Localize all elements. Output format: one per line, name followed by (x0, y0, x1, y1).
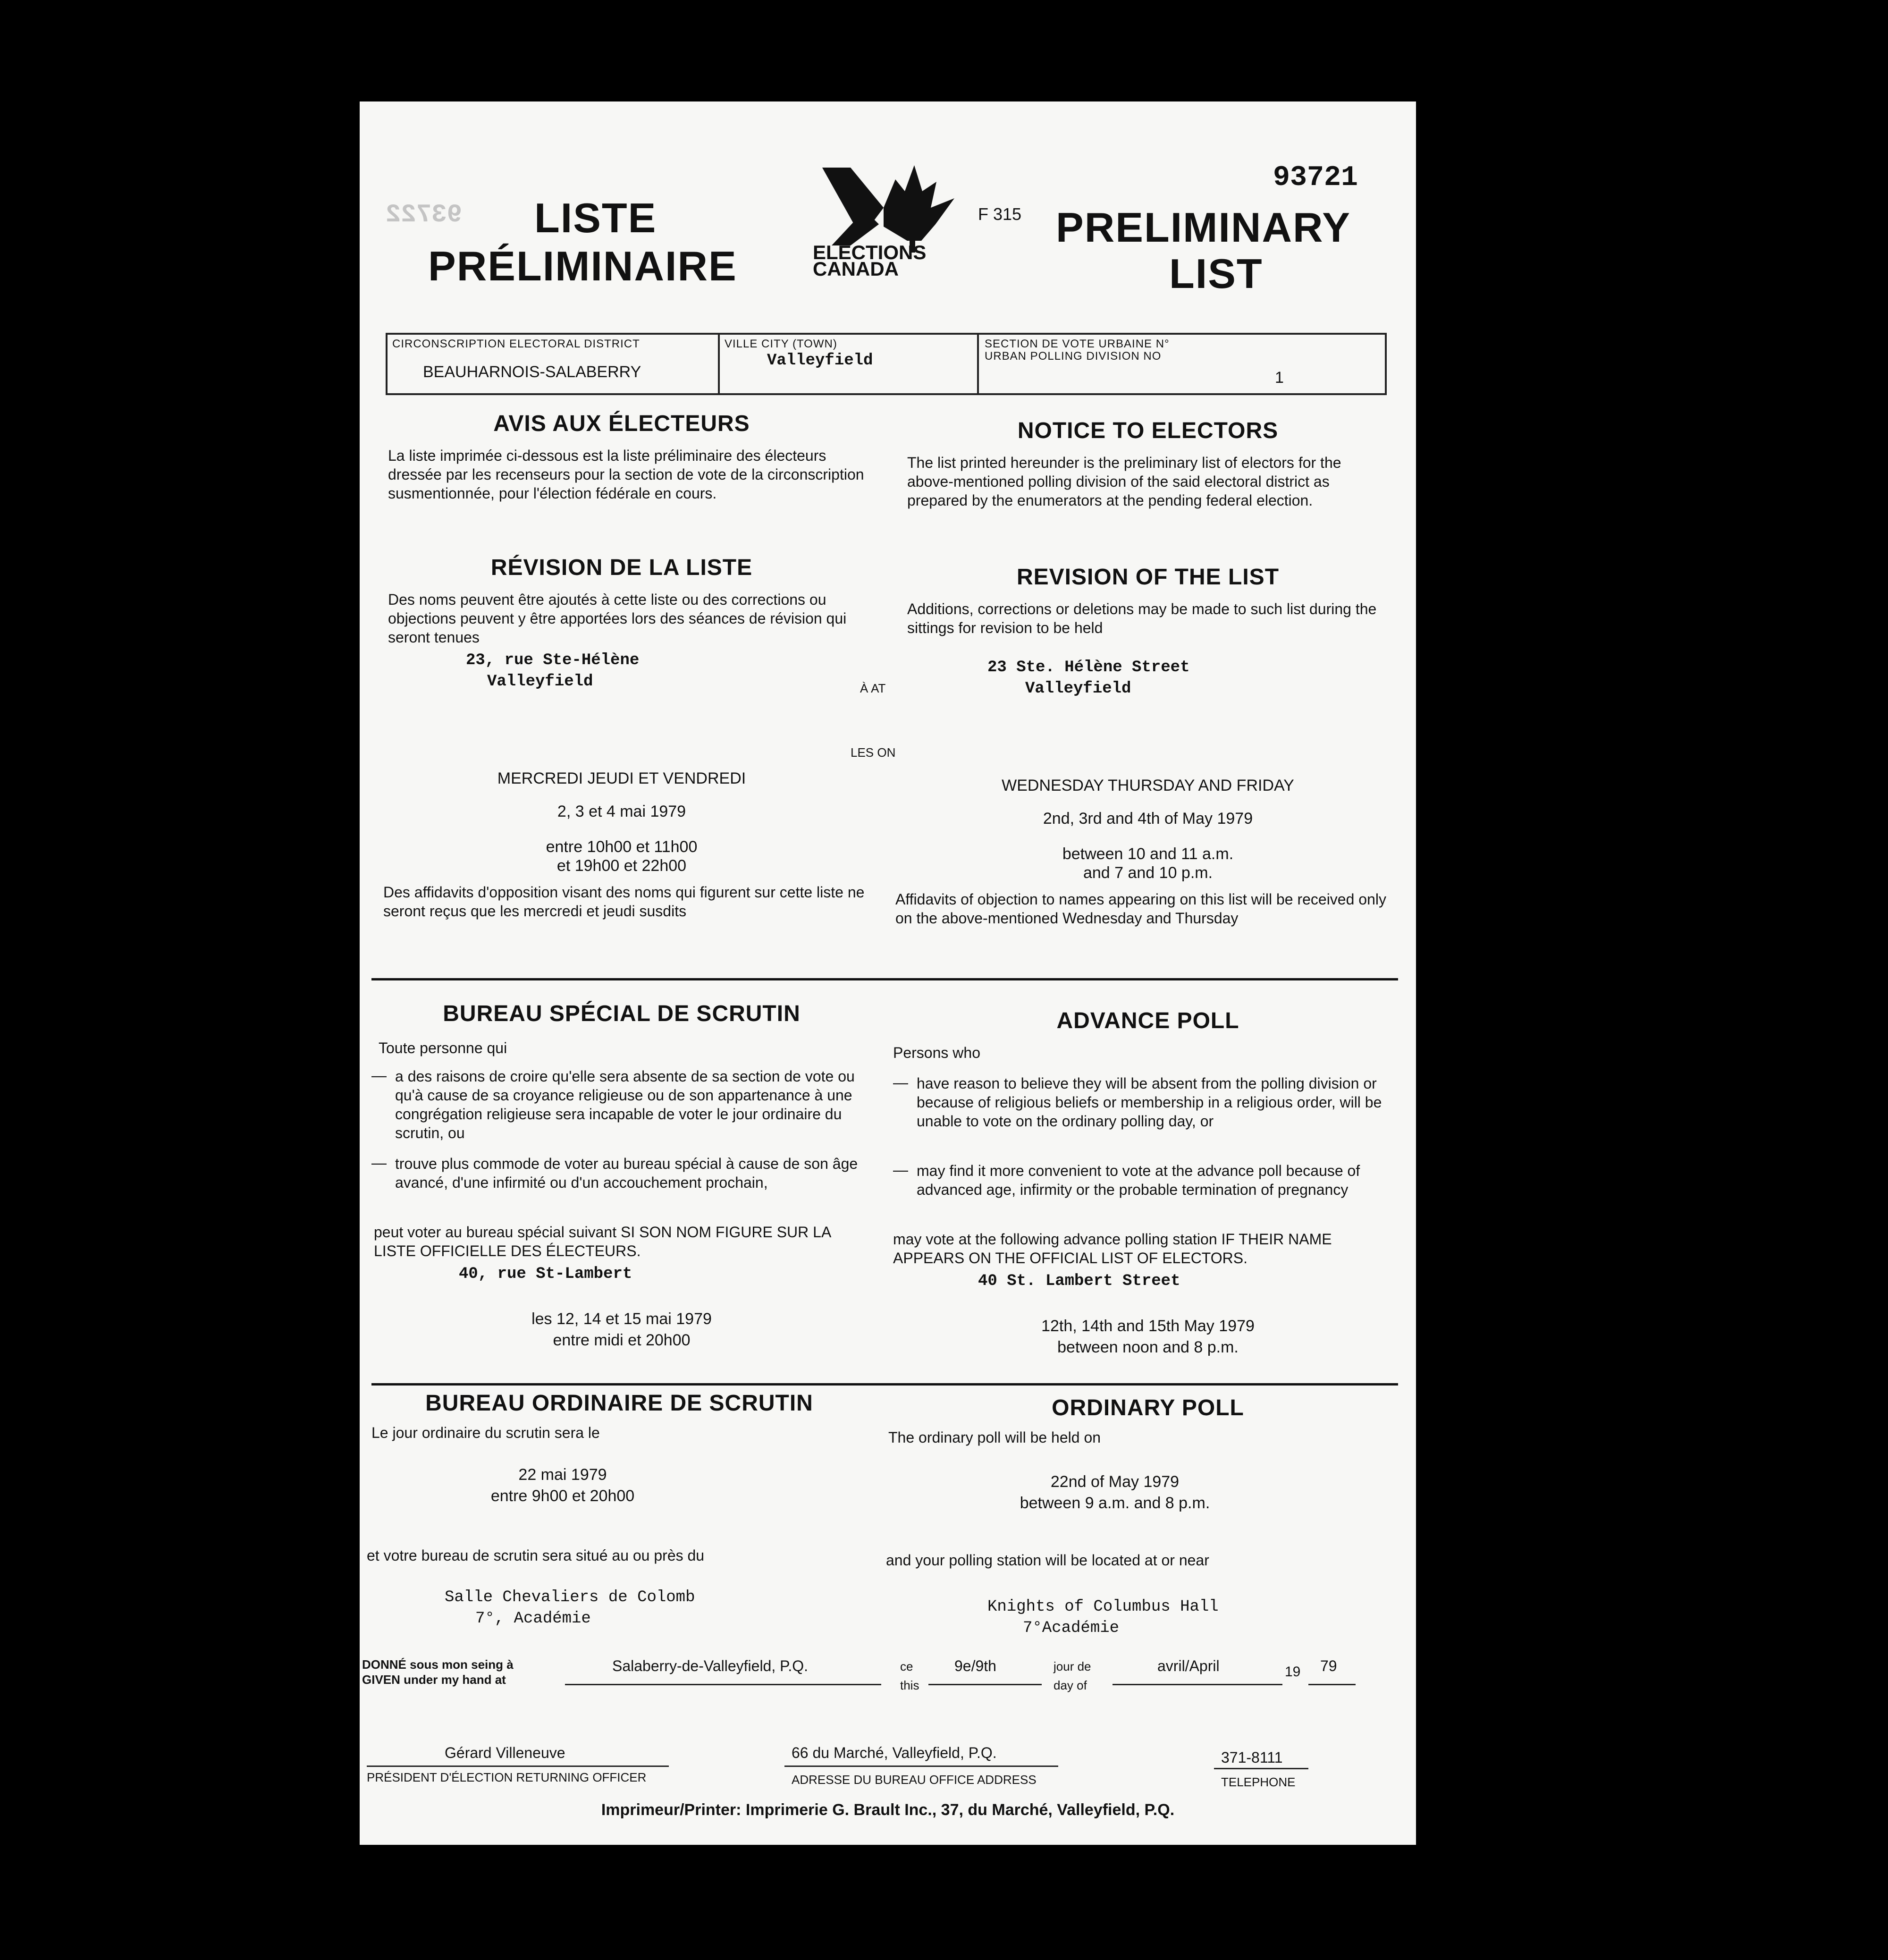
advance-item1-en: have reason to believe they will be absent from the polling division or because of religious beliefs or membership in a religious order, will be unable to vote on the ordinary polling day, or (917, 1075, 1382, 1130)
ordinary-date-fr: 22 mai 1979 (518, 1466, 607, 1484)
advance-conclusion-fr: peut voter au bureau spécial suivant SI SON NOM FIGURE SUR LA LISTE OFFICIELLE DES ÉLECTEURS. (374, 1224, 831, 1259)
advance-bullet-fr-1: — (371, 1067, 387, 1084)
month-line (1113, 1684, 1282, 1685)
advance-bullet-en-1: — (893, 1074, 908, 1091)
affidavit-en: Affidavits of objection to names appearing on this list will be received only on the above-mentioned Wednesday and Thursday (895, 891, 1386, 927)
ordinary-intro-fr: Le jour ordinaire du scrutin sera le (371, 1424, 600, 1441)
info-box (386, 333, 1387, 395)
ce-label: ce (900, 1659, 913, 1673)
revision-text-en: Additions, corrections or deletions may be made to such list during the sittings for revision to be held (907, 600, 1377, 636)
revision-address-fr-line2: Valleyfield (487, 673, 593, 691)
ordinary-date-en: 22nd of May 1979 (1050, 1473, 1180, 1491)
city-cell (720, 335, 979, 393)
given-label-en: GIVEN under my hand at (362, 1673, 506, 1687)
advance-hours-en: between noon and 8 p.m. (1057, 1338, 1239, 1356)
given-place: Salaberry-de-Valleyfield, P.Q. (612, 1657, 809, 1674)
given-month: avril/April (1157, 1657, 1220, 1674)
revision-hours-en-line2: and 7 and 10 p.m. (1083, 864, 1213, 882)
telephone-line (1214, 1768, 1308, 1769)
revision-days-fr: MERCREDI JEUDI ET VENDREDI (497, 769, 746, 787)
place-line (565, 1684, 881, 1685)
revision-text-fr: Des noms peuvent être ajoutés à cette liste ou des corrections ou objections peuvent y être apportées lors des séances de révision qui seront tenues (388, 591, 847, 646)
officer-label: PRÉSIDENT D'ÉLECTION RETURNING OFFICER (367, 1770, 647, 1784)
district-value: BEAUHARNOIS-SALABERRY (423, 363, 641, 381)
logo-text-line1: ELECTIONS (813, 241, 927, 263)
advance-item2-fr: trouve plus commode de voter au bureau spécial à cause de son âge avancé, d'une infirmité ou d'un accouchement prochain, (395, 1155, 858, 1191)
title-fr-line1: LISTE (534, 194, 657, 241)
day-of-label: day of (1054, 1678, 1087, 1692)
advance-intro-fr: Toute personne qui (379, 1039, 507, 1056)
day-line (928, 1684, 1042, 1685)
division-label-line2: URBAN POLLING DIVISION NO (985, 350, 1162, 363)
telephone-label: TELEPHONE (1221, 1775, 1296, 1789)
ordinary-location-en-line2: 7°Académie (1023, 1619, 1120, 1637)
advance-conclusion-en: may vote at the following advance polling station IF THEIR NAME APPEARS ON THE OFFICIAL LIST OF ELECTORS. (893, 1231, 1332, 1267)
advance-item2-en: may find it more convenient to vote at the advance poll because of advanced age, infirmity or the probable termination of pregnancy (917, 1162, 1360, 1198)
ordinary-hours-en: between 9 a.m. and 8 p.m. (1020, 1494, 1210, 1512)
notice-text-en: The list printed hereunder is the preliminary list of electors for the above-mentioned polling division of the said electoral district as prepared by the enumerators at the pending federal election. (907, 454, 1341, 509)
advance-dates-en: 12th, 14th and 15th May 1979 (1041, 1317, 1255, 1335)
elections-canada-logo (813, 163, 973, 280)
this-label: this (900, 1678, 919, 1692)
notice-title-fr: AVIS AUX ÉLECTEURS (493, 411, 750, 436)
office-address-label: ADRESSE DU BUREAU OFFICE ADDRESS (792, 1773, 1037, 1787)
advance-title-fr: BUREAU SPÉCIAL DE SCRUTIN (443, 1001, 801, 1026)
city-label: VILLE CITY (TOWN) (725, 338, 837, 350)
given-day: 9e/9th (954, 1657, 996, 1674)
office-address: 66 du Marché, Valleyfield, P.Q. (792, 1744, 997, 1761)
office-address-line (784, 1766, 1058, 1767)
logo-text-line2: CANADA (813, 258, 899, 280)
advance-hours-fr: entre midi et 20h00 (553, 1331, 691, 1349)
year-prefix: 19 (1285, 1664, 1301, 1680)
section-divider-2 (371, 1383, 1398, 1386)
ordinary-title-en: ORDINARY POLL (1052, 1395, 1244, 1420)
form-code: F 315 (978, 204, 1022, 224)
revision-dates-en: 2nd, 3rd and 4th of May 1979 (1043, 810, 1253, 828)
revision-address-en-line1: 23 Ste. Hélène Street (987, 659, 1190, 676)
revision-address-en-line2: Valleyfield (1025, 680, 1131, 698)
advance-address-en: 40 St. Lambert Street (978, 1272, 1180, 1290)
ordinary-location-intro-fr: et votre bureau de scrutin sera situé au ou près du (367, 1547, 705, 1564)
faded-form-number: 93722 (386, 201, 463, 229)
notice-text-fr: La liste imprimée ci-dessous est la liste préliminaire des électeurs dressée par les recenseurs pour la section de vote de la circonscription susmentionnée, pour l'élection fédérale en cours. (388, 447, 864, 502)
advance-bullet-fr-2: — (371, 1154, 387, 1171)
title-fr-line2: PRÉLIMINAIRE (428, 243, 737, 289)
revision-les-on: LES ON (851, 745, 896, 760)
advance-intro-en: Persons who (893, 1044, 980, 1061)
revision-hours-fr-line1: entre 10h00 et 11h00 (546, 838, 698, 856)
section-divider-1 (371, 978, 1398, 980)
telephone: 371-8111 (1221, 1749, 1283, 1766)
ordinary-title-fr: BUREAU ORDINAIRE DE SCRUTIN (425, 1391, 813, 1416)
advance-address-fr: 40, rue St-Lambert (459, 1265, 632, 1283)
ordinary-location-intro-en: and your polling station will be located at or near (886, 1552, 1209, 1569)
revision-address-fr-line1: 23, rue Ste-Hélène (466, 651, 640, 669)
title-en-line1: PRELIMINARY (1056, 204, 1351, 251)
ordinary-location-fr-line1: Salle Chevaliers de Colomb (445, 1588, 695, 1606)
ordinary-hours-fr: entre 9h00 et 20h00 (490, 1487, 635, 1505)
revision-days-en: WEDNESDAY THURSDAY AND FRIDAY (1002, 777, 1294, 794)
jour-de-label: jour de (1054, 1659, 1091, 1673)
advance-dates-fr: les 12, 14 et 15 mai 1979 (531, 1310, 712, 1328)
notice-sheet (360, 101, 1416, 1845)
form-number: 93721 (1273, 162, 1358, 194)
given-label-fr: DONNÉ sous mon seing à (362, 1657, 514, 1672)
notice-title-en: NOTICE TO ELECTORS (1017, 418, 1279, 443)
revision-a-at: À AT (860, 681, 886, 695)
district-label: CIRCONSCRIPTION ELECTORAL DISTRICT (392, 338, 640, 350)
division-label-line1: SECTION DE VOTE URBAINE N° (985, 338, 1170, 350)
title-en-line2: LIST (1169, 250, 1263, 297)
district-cell (388, 335, 720, 393)
revision-hours-fr-line2: et 19h00 et 22h00 (556, 857, 687, 875)
officer-name: Gérard Villeneuve (445, 1744, 565, 1761)
ordinary-location-en-line1: Knights of Columbus Hall (987, 1598, 1219, 1616)
ordinary-location-fr-line2: 7°, Académie (475, 1610, 591, 1628)
advance-bullet-en-2: — (893, 1161, 908, 1178)
officer-line (367, 1766, 669, 1767)
printer-line: Imprimeur/Printer: Imprimerie G. Brault Inc., 37, du Marché, Valleyfield, P.Q. (601, 1801, 1175, 1819)
city-value: Valleyfield (767, 352, 873, 370)
ordinary-intro-en: The ordinary poll will be held on (888, 1429, 1101, 1446)
revision-title-en: REVISION OF THE LIST (1016, 565, 1280, 590)
advance-item1-fr: a des raisons de croire qu'elle sera absente de sa section de vote ou qu'à cause de sa croyance religieuse ou de son appartenance à une congrégation religieuse sera incapable de voter le jour ordinaire du scrutin, ou (395, 1068, 855, 1141)
year-line (1308, 1684, 1356, 1685)
revision-dates-fr: 2, 3 et 4 mai 1979 (557, 803, 686, 820)
revision-title-fr: RÉVISION DE LA LISTE (490, 555, 753, 580)
revision-hours-en-line1: between 10 and 11 a.m. (1062, 845, 1234, 863)
division-value: 1 (1275, 369, 1284, 387)
advance-title-en: ADVANCE POLL (1056, 1008, 1239, 1033)
affidavit-fr: Des affidavits d'opposition visant des noms qui figurent sur cette liste ne seront reçus que les mercredi et jeudi susdits (383, 884, 865, 920)
year-suffix: 79 (1320, 1657, 1337, 1674)
